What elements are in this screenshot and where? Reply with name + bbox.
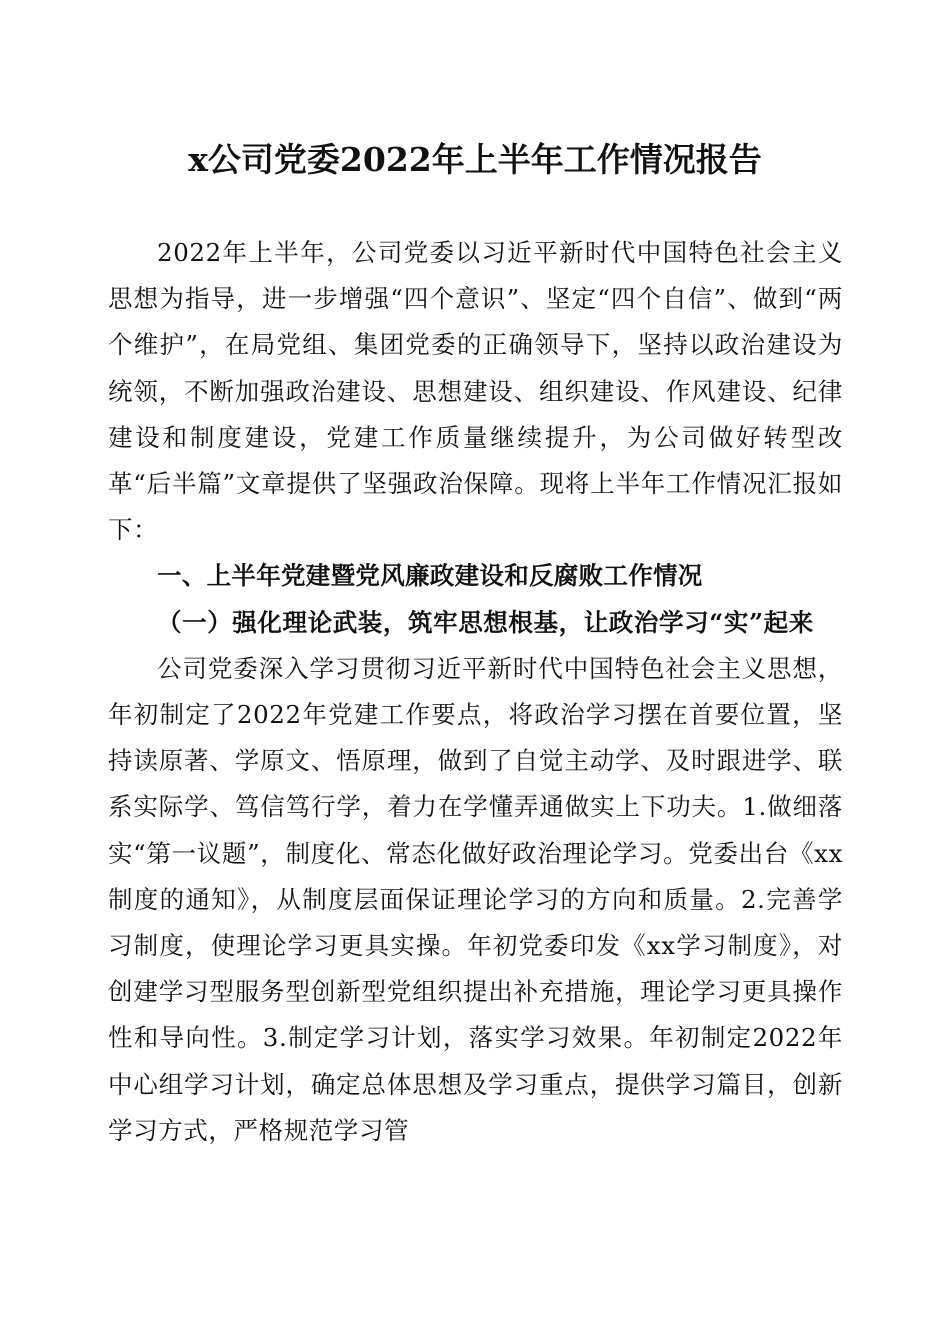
intro-paragraph: 2022年上半年，公司党委以习近平新时代中国特色社会主义思想为指导，进一步增强“四个意识”、坚定“四个自信”、做到“两个维护”，在局党组、集团党委的正确领导下，坚持以政治建设为统领，不断加强政治建设、思想建设、组织建设、作风建设、纪律建设和制度建设，党建工作质量继续提升，为公司做好转型改革“后半篇”文章提供了坚强政治保障。现将上半年工作情况汇报如下： (108, 238, 843, 545)
subsection-heading-1: （一）强化理论武装，筑牢思想根基，让政治学习“实”起来 (157, 607, 814, 637)
document-body (108, 230, 843, 1154)
section-heading-1: 一、上半年党建暨党风廉政建设和反腐败工作情况 (157, 561, 703, 591)
document-title: x公司党委2022年上半年工作情况报告 (188, 140, 762, 179)
subsection-body-paragraph: 公司党委深入学习贯彻习近平新时代中国特色社会主义思想，年初制定了2022年党建工作要点，将政治学习摆在首要位置，坚持读原著、学原文、悟原理，做到了自觉主动学、及时跟进学、联系实际学、笃信笃行学，着力在学懂弄通做实上下功夫。1.做细落实“第一议题”，制度化、常态化做好政治理论学习。党委出台《xx制度的通知》，从制度层面保证理论学习的方向和质量。2.完善学习制度，使理论学习更具实操。年初党委印发《xx学习制度》，对创建学习型服务型创新型党组织提出补充措施，理论学习更具操作性和导向性。3.制定学习计划，落实学习效果。年初制定2022年中心组学习计划，确定总体思想及学习重点，提供学习篇目，创新学习方式，严格规范学习管 (108, 653, 843, 1145)
